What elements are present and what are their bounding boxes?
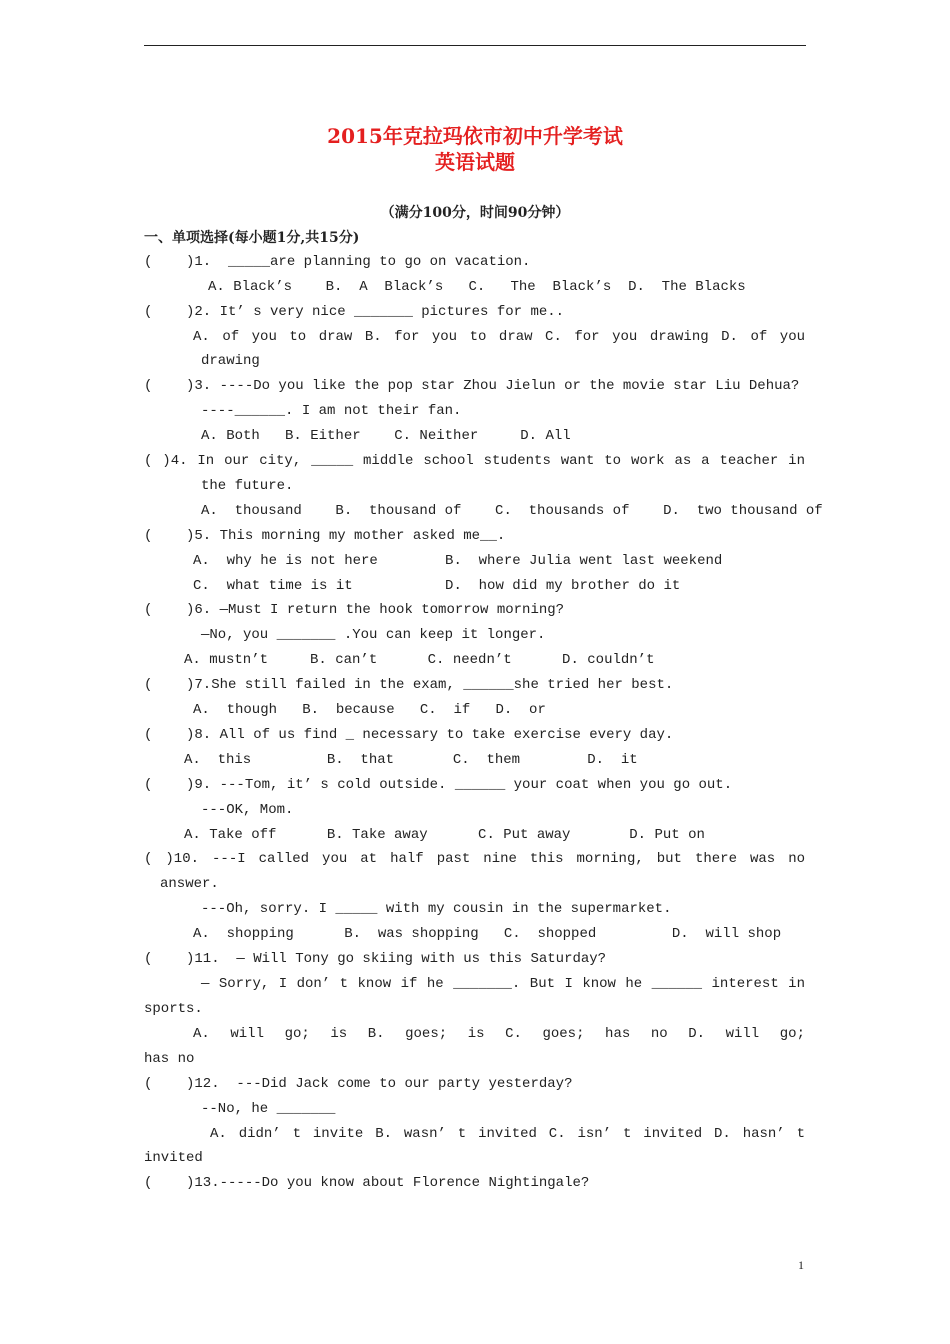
question-7-options: A. though B. because C. if D. or: [193, 702, 546, 718]
question-6-options: A. mustn’t B. can’t C. needn’t D. couldn’t: [184, 652, 655, 668]
exam-subject-title: 英语试题: [435, 150, 515, 174]
question-11-dialogue: — Sorry, I don’ t know if he _______. But I know he ______ interest in: [201, 976, 805, 992]
question-12-options-cont: invited: [144, 1150, 203, 1166]
section-heading: 一、单项选择(每小题1分,共15分): [144, 230, 360, 246]
question-2-options-cont: drawing: [201, 353, 260, 369]
question-5-options-cd: C. what time is it D. how did my brother do it: [193, 578, 681, 594]
question-5-options-ab: A. why he is not here B. where Julia went last weekend: [193, 553, 723, 569]
exam-title: 2015年克拉玛依市初中升学考试: [327, 124, 623, 148]
question-12: ( )12. ---Did Jack come to our party yesterday?: [144, 1076, 573, 1092]
question-3: ( )3. ----Do you like the pop star Zhou Jielun or the movie star Liu Dehua?: [144, 378, 800, 394]
header-rule: [144, 45, 806, 46]
question-4: ( )4. In our city, _____ middle school students want to work as a teacher in: [144, 453, 805, 469]
question-11-options-cont: has no: [144, 1051, 195, 1067]
question-11-dialogue-cont: sports.: [144, 1001, 203, 1017]
page-number: 1: [798, 1258, 804, 1272]
question-12-dialogue: --No, he _______: [201, 1101, 336, 1117]
question-4-cont: the future.: [201, 478, 294, 494]
question-6: ( )6. —Must I return the hook tomorrow morning?: [144, 602, 565, 618]
question-13: ( )13.-----Do you know about Florence Nightingale?: [144, 1175, 590, 1191]
question-2: ( )2. It’ s very nice _______ pictures for me..: [144, 304, 565, 320]
question-5: ( )5. This morning my mother asked me__.: [144, 528, 506, 544]
question-10: ( )10. ---I called you at half past nine this morning, but there was no: [144, 851, 805, 867]
question-1-options: A. Black’s B. A Black’s C. The Black’s D. The Blacks: [208, 279, 746, 295]
question-4-options: A. thousand B. thousand of C. thousands of D. two thousand of: [201, 503, 823, 519]
question-10-dialogue: ---Oh, sorry. I _____ with my cousin in the supermarket.: [201, 901, 672, 917]
question-9-options: A. Take off B. Take away C. Put away D. Put on: [184, 827, 705, 843]
question-9-dialogue: ---OK, Mom.: [201, 802, 294, 818]
exam-score-time: （满分100分，时间90分钟）: [380, 205, 570, 221]
question-7: ( )7.She still failed in the exam, ______she tried her best.: [144, 677, 674, 693]
question-12-options: A. didn’ t invite B. wasn’ t invited C. isn’ t invited D. hasn’ t: [210, 1126, 805, 1142]
question-8: ( )8. All of us find _ necessary to take exercise every day.: [144, 727, 674, 743]
question-2-options: A. of you to draw B. for you to draw C. for you drawing D. of you: [193, 329, 805, 345]
question-8-options: A. this B. that C. them D. it: [184, 752, 638, 768]
question-3-options: A. Both B. Either C. Neither D. All: [201, 428, 571, 444]
question-10-cont: answer.: [160, 876, 219, 892]
question-1: ( )1. _____are planning to go on vacation.: [144, 254, 531, 270]
question-10-options: A. shopping B. was shopping C. shopped D. will shop: [193, 926, 782, 942]
question-3-dialogue: ----______. I am not their fan.: [201, 403, 462, 419]
question-11: ( )11. — Will Tony go skiing with us this Saturday?: [144, 951, 607, 967]
question-9: ( )9. ---Tom, it’ s cold outside. ______ your coat when you go out.: [144, 777, 733, 793]
question-11-options: A. will go; is B. goes; is C. goes; has no D. will go;: [193, 1026, 805, 1042]
question-6-dialogue: —No, you _______ .You can keep it longer.: [201, 627, 546, 643]
